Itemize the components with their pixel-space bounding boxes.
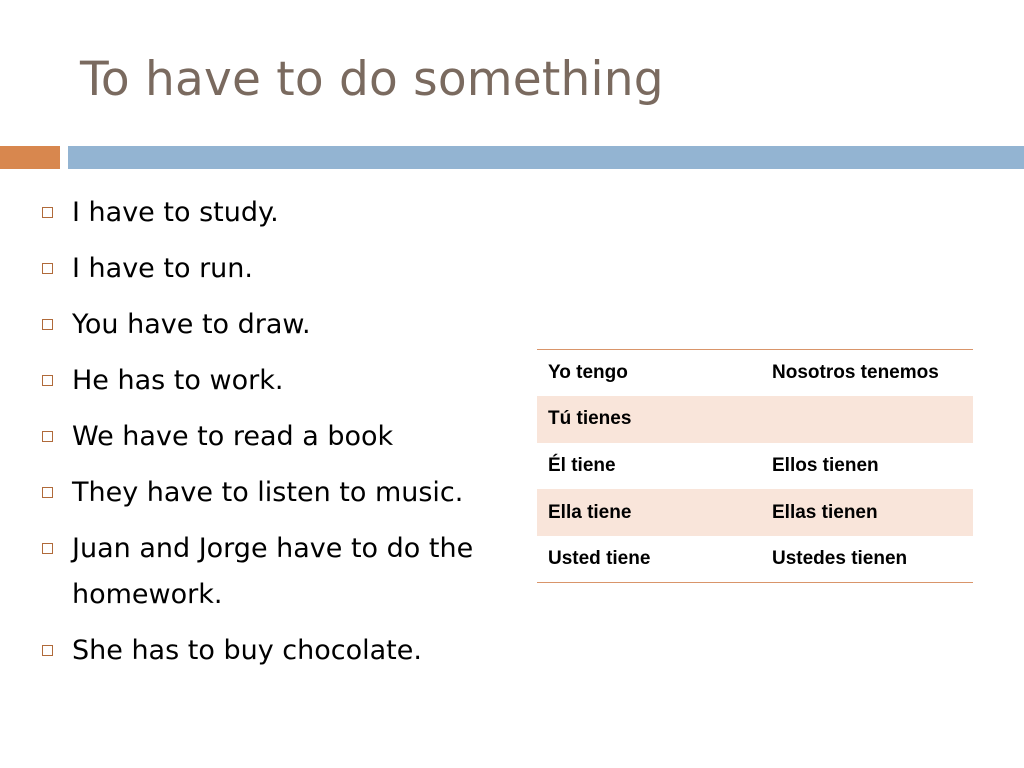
table-cell: Usted tiene xyxy=(537,536,761,583)
square-bullet-icon xyxy=(42,375,53,386)
square-bullet-icon xyxy=(42,319,53,330)
table-row xyxy=(537,350,973,397)
square-bullet-icon xyxy=(42,487,53,498)
table-cell: Ustedes tienen xyxy=(761,536,973,583)
bullet-text: I have to run. xyxy=(72,253,253,284)
square-bullet-icon xyxy=(42,263,53,274)
slide-title: To have to do something xyxy=(80,52,664,107)
table-cell: Ellos tienen xyxy=(772,454,879,476)
list-item xyxy=(40,470,515,516)
list-item xyxy=(40,190,515,236)
accent-bar xyxy=(0,146,60,169)
conjugation-table xyxy=(537,349,973,583)
title-divider-bar xyxy=(68,146,1024,169)
table-cell: Ellas tienen xyxy=(772,501,878,523)
table-cell: Él tiene xyxy=(548,454,616,476)
table-cell xyxy=(761,396,973,443)
list-item xyxy=(40,628,515,674)
list-item xyxy=(40,302,515,348)
table-row xyxy=(537,536,973,583)
square-bullet-icon xyxy=(42,207,53,218)
bullet-text: He has to work. xyxy=(72,365,284,396)
table-row xyxy=(537,443,973,490)
bullet-text: We have to read a book xyxy=(72,421,394,452)
list-item xyxy=(40,358,515,404)
list-item xyxy=(40,526,515,618)
table-cell: Nosotros tenemos xyxy=(761,350,973,397)
bullet-text: I have to study. xyxy=(72,197,279,228)
bullet-text: She has to buy chocolate. xyxy=(72,635,422,666)
table-row xyxy=(537,396,973,443)
bullet-list xyxy=(40,190,515,684)
bullet-text: They have to listen to music. xyxy=(72,477,464,508)
table-cell: Yo tengo xyxy=(537,350,761,397)
list-item xyxy=(40,246,515,292)
list-item xyxy=(40,414,515,460)
square-bullet-icon xyxy=(42,543,53,554)
table-row xyxy=(537,489,973,536)
square-bullet-icon xyxy=(42,431,53,442)
bullet-text: Juan and Jorge have to do the homework. xyxy=(72,533,474,610)
square-bullet-icon xyxy=(42,645,53,656)
table-cell: Tú tienes xyxy=(548,408,632,430)
bullet-text: You have to draw. xyxy=(72,309,311,340)
table-cell: Ella tiene xyxy=(548,501,632,523)
